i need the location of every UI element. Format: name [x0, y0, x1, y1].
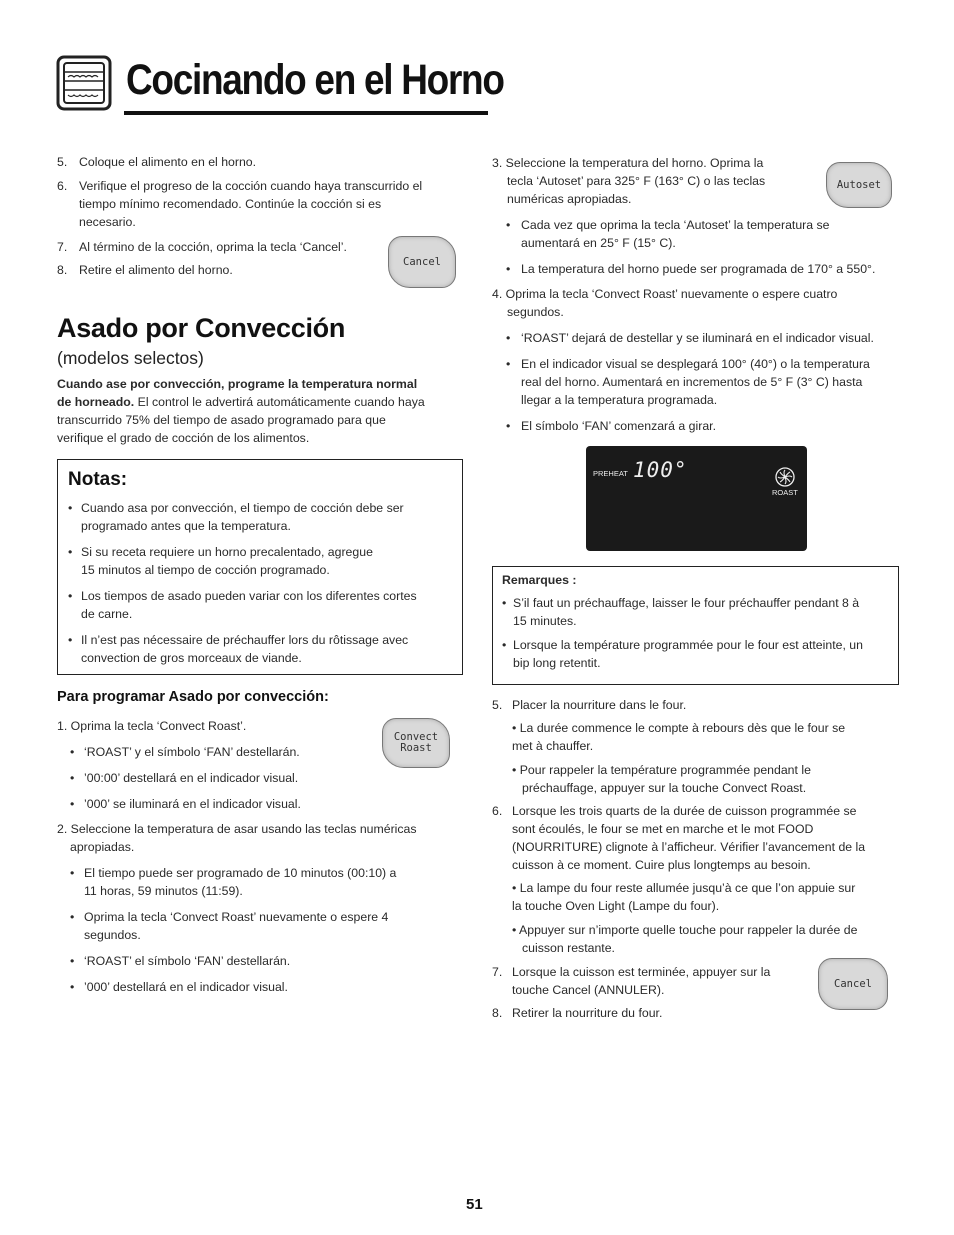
section-intro: Cuando ase por convección, programe la temperatura normal de horneado. El control le advertirá automáticamente cuando haya transcurrido 75% del tiempo de asado programado para que verifique el grado de cocción de los alimentos. [57, 377, 425, 445]
fr-step-5: Placer la nourriture dans le four. [512, 698, 687, 712]
temperature-readout: 100° [633, 458, 688, 482]
page-number: 51 [466, 1196, 483, 1213]
cancel-key: Cancel [388, 236, 456, 288]
program-step-2: 2. Seleccione la temperatura de asar usando las teclas numéricas apropiadas. [57, 822, 417, 854]
fr-step-5-num: 5. [492, 698, 503, 712]
oven-icon [56, 55, 112, 111]
fr-step-7: Lorsque la cuisson est terminée, appuyer sur la touche Cancel (ANNULER). [512, 965, 771, 997]
fr-step-6-bullet-2: • Appuyer sur n’importe quelle touche pour rappeler la durée de cuisson restante. [512, 923, 858, 955]
fr-step-7-num: 7. [492, 965, 503, 979]
autoset-key: Autoset [826, 162, 892, 208]
preheat-indicator: PREHEAT [593, 469, 628, 478]
step-6-num: 6. [57, 179, 68, 193]
program-step-1: 1. Oprima la tecla ‘Convect Roast’. [57, 719, 247, 733]
fr-step-5-bullet-1: • La durée commence le compte à rebours dès que le four se met à chauffer. [512, 721, 846, 753]
step-6-text: Verifique el progreso de la cocción cuando haya transcurrido el tiempo mínimo recomendado. Continúe la cocción si es necesario. [79, 179, 423, 229]
notes-list: • Cuando asa por convección, el tiempo de cocción debe ser programado antes que la temperatura. • Si su receta requiere un horno precalentado, agregue 15 minutos al tiempo de cocción programado. • Los tiempos de asado pueden variar con los diferentes cortes de carne. • Il n’est pas nécessaire de préchauffer lors du rôtissage avec convection de gros morceaux de viande. [68, 501, 417, 665]
roast-indicator: ROAST [772, 488, 798, 497]
notes-title: Notas: [68, 469, 128, 490]
step1-bullets: • ‘ROAST’ y el símbolo ‘FAN’ destellarán. • ’00:00’ destellará en el indicador visual. • ’000’ se iluminará en el indicador visual. [70, 745, 301, 811]
fan-icon [775, 467, 795, 487]
step-8-num: 8. [57, 263, 68, 277]
section-title: Asado por Convección [57, 313, 346, 343]
step-7-num: 7. [57, 240, 68, 254]
fr-step-6-num: 6. [492, 804, 503, 818]
program-title: Para programar Asado por convección: [57, 689, 329, 705]
remarques-title: Remarques : [502, 573, 577, 587]
fr-step-6: Lorsque les trois quarts de la durée de cuisson programmée se sont écoulés, le four se met en marche et le mot FOOD (NOURRITURE) clignote à l’afficheur. Vérifier l’avancement de la cuisson à ce moment. Cuire plus longtemps au besoin. [512, 804, 866, 872]
title-rule [124, 111, 488, 115]
step3-bullets: • Cada vez que oprima la tecla ‘Autoset’ la temperatura se aumentará en 25° F (15° C). • La temperatura del horno puede ser programada de 170° a 550°. [506, 218, 876, 276]
fr-step-5-bullet-2: • Pour rappeler la température programmée pendant le préchauffage, appuyer sur la touche Convect Roast. [512, 763, 811, 795]
fr-step-8: Retirer la nourriture du four. [512, 1006, 663, 1020]
step4-bullets: • ‘ROAST’ dejará de destellar y se iluminará en el indicador visual. • En el indicador visual se desplegará 100° (40°) o la temperatura real del horno. Aumentará en incrementos de 5° F (3° C) hasta llegar a la temperatura programada. • El símbolo ‘FAN’ comenzará a girar. [506, 331, 874, 433]
step-7-text: Al término de la cocción, oprima la tecla ‘Cancel’. [79, 240, 347, 254]
step2-bullets: • El tiempo puede ser programado de 10 minutos (00:10) a 11 horas, 59 minutos (11:59). • Oprima la tecla ‘Convect Roast’ nuevamente o espere 4 segundos. • ‘ROAST’ el símbolo ‘FAN’ destellarán. • ’000’ destellará en el indicador visual. [70, 866, 397, 994]
right-step-3: 3. Seleccione la temperatura del horno. Oprima la tecla ‘Autoset’ para 325° F (163° C) o las teclas numéricas apropiadas. [492, 156, 766, 206]
right-step-4: 4. Oprima la tecla ‘Convect Roast’ nuevamente o espere cuatro segundos. [492, 287, 838, 319]
section-subtitle: (modelos selectos) [57, 348, 204, 368]
fr-step-6-bullet-1: • La lampe du four reste allumée jusqu’à ce que l’on appuie sur la touche Oven Light (Lampe du four). [512, 881, 856, 913]
step-8-text: Retire el alimento del horno. [79, 263, 233, 277]
cancel-key-2: Cancel [818, 958, 888, 1010]
convect-roast-key: Convect Roast [382, 718, 450, 768]
step-5: 5. Coloque el alimento en el horno. [57, 155, 257, 169]
oven-display [586, 446, 807, 551]
remarques-list: • S’il faut un préchauffage, laisser le four préchauffer pendant 8 à 15 minutes. • Lorsque la température programmée pour le four est atteinte, un bip long retentit. [502, 596, 863, 670]
page-title: Cocinando en el Horno [126, 56, 504, 104]
fr-step-8-num: 8. [492, 1006, 503, 1020]
